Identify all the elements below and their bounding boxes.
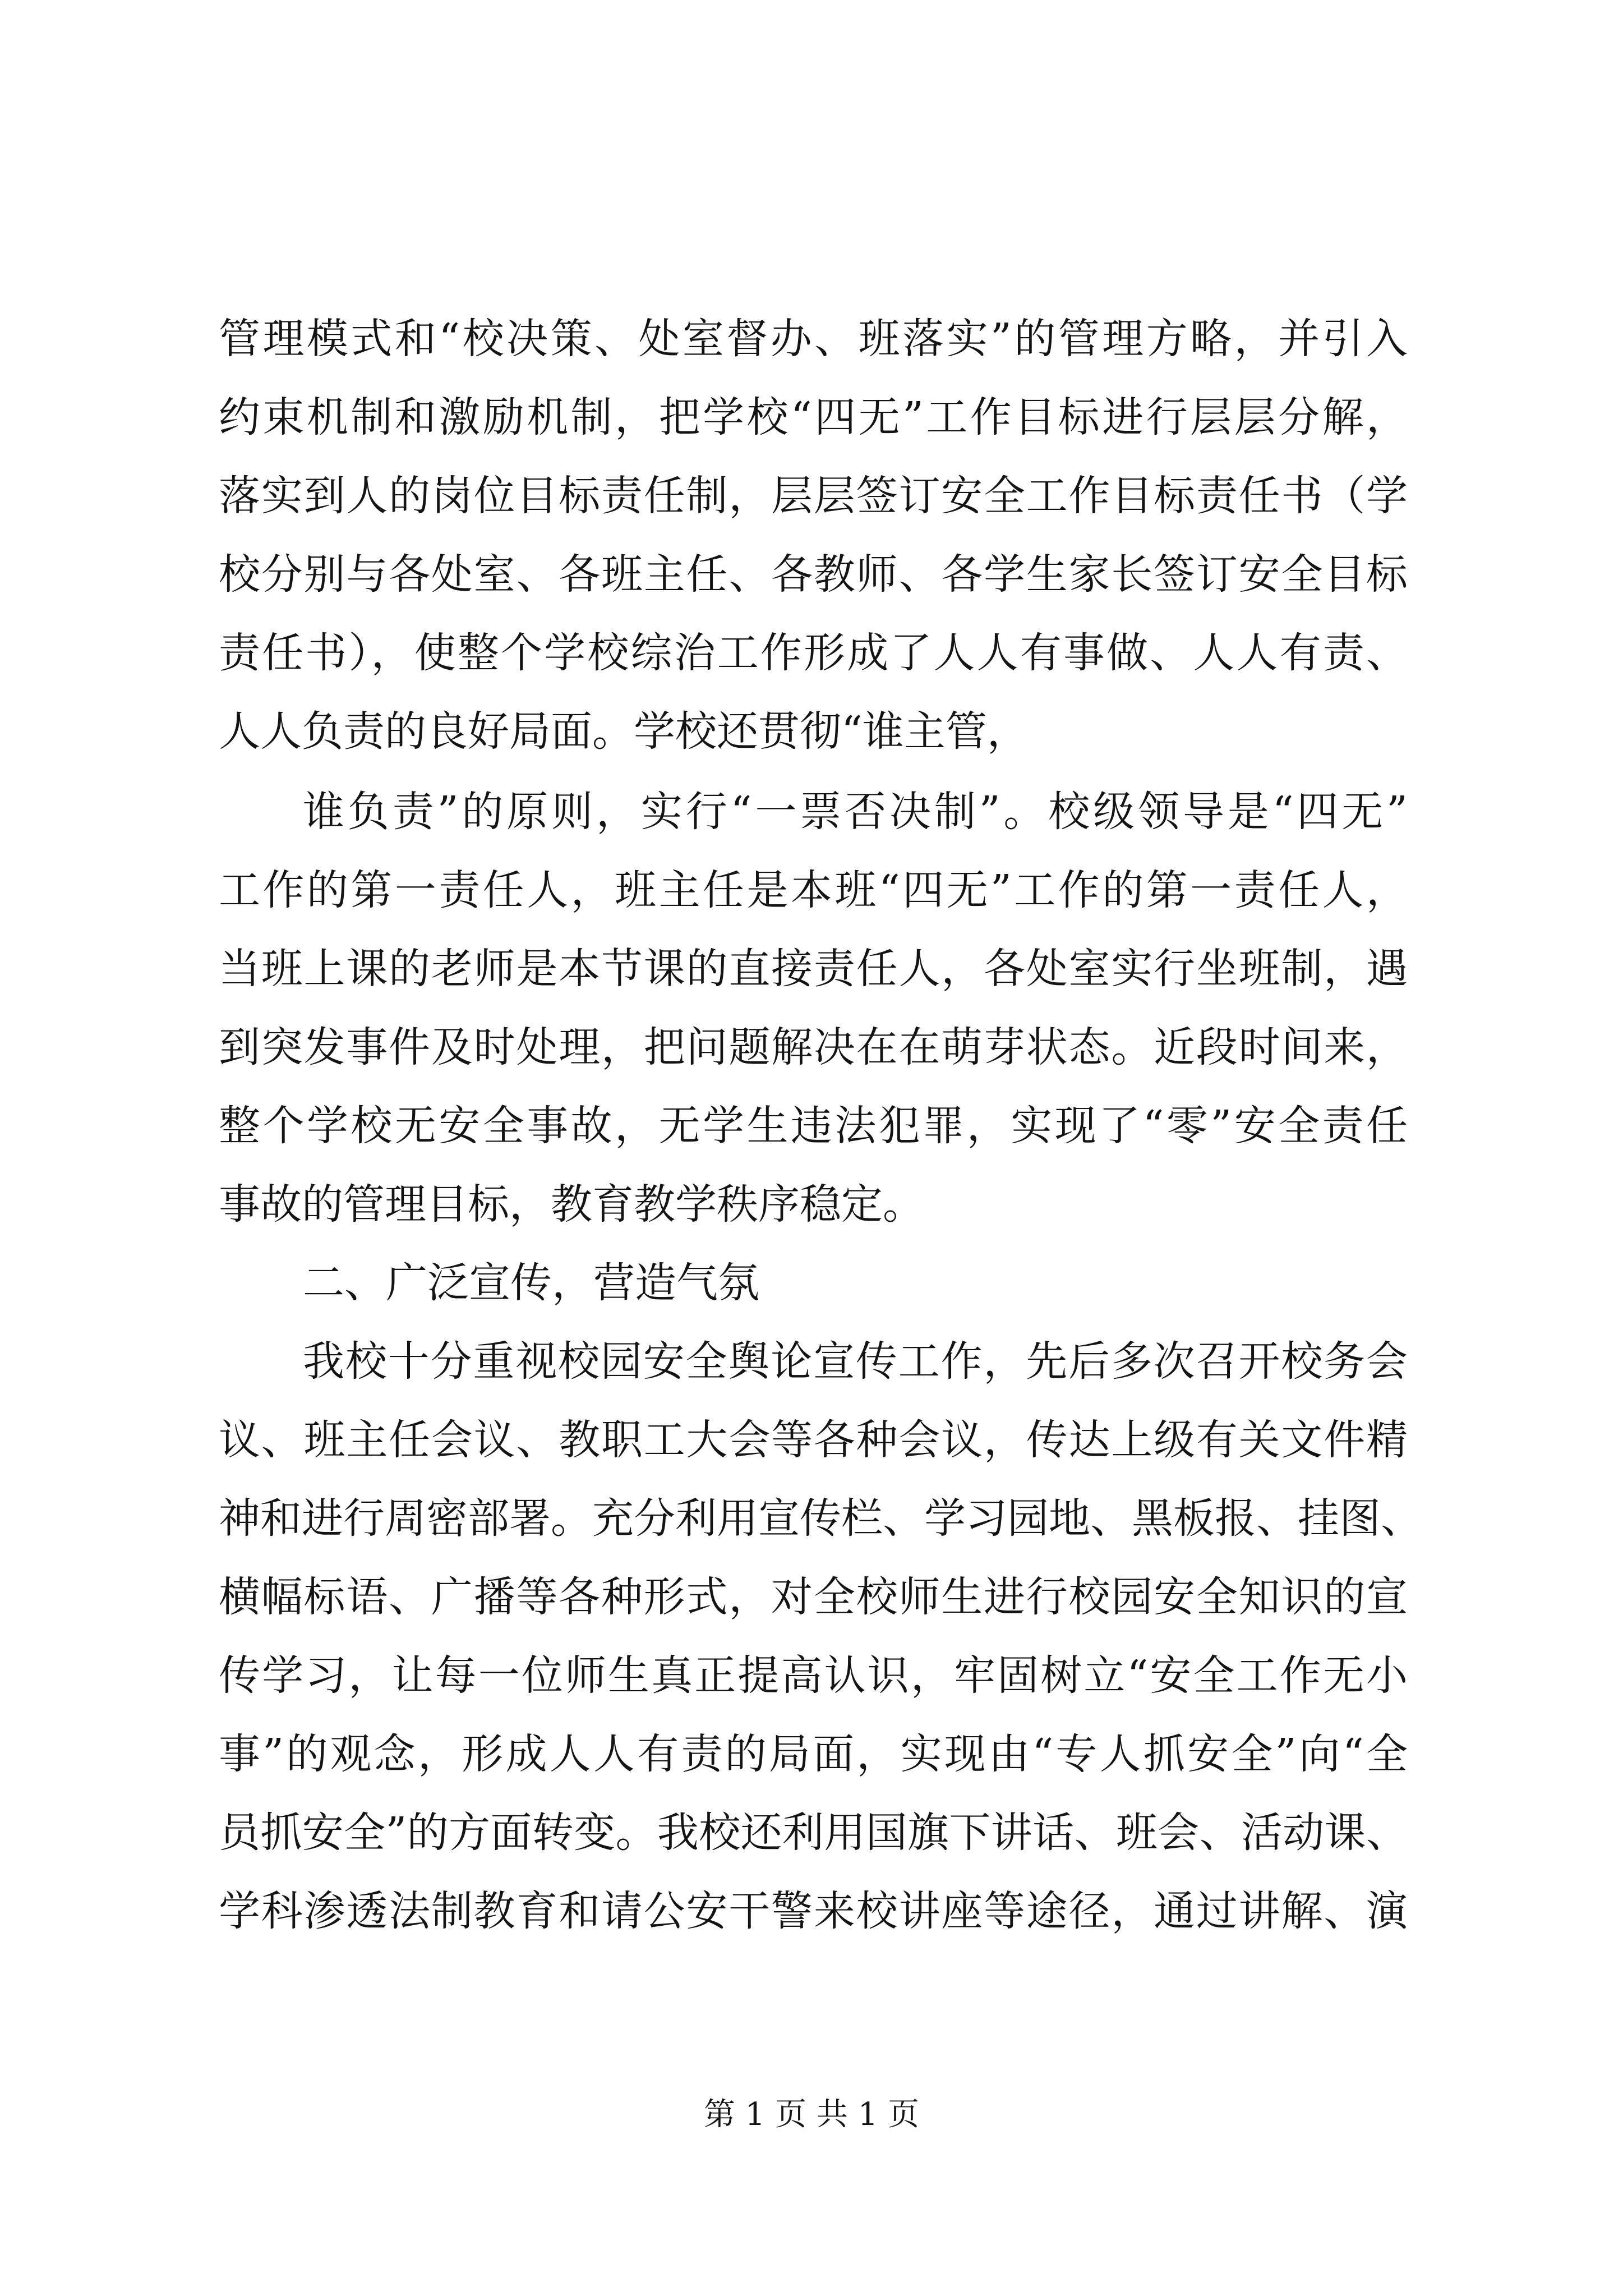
body-text-line: 约束机制和激励机制，把学校“四无”工作目标进行层层分解， bbox=[219, 393, 1408, 441]
body-text-line: 当班上课的老师是本节课的直接责任人，各处室实行坐班制，遇 bbox=[219, 945, 1408, 993]
paragraph-first-line: 谁负责”的原则，实行“一票否决制”。校级领导是“四无” bbox=[303, 788, 1408, 836]
body-text-line: 整个学校无安全事故，无学生违法犯罪，实现了“零”安全责任 bbox=[219, 1102, 1408, 1150]
body-text-line: 管理模式和“校决策、处室督办、班落实”的管理方略，并引入 bbox=[219, 315, 1408, 363]
body-text-line: 责任书），使整个学校综治工作形成了人人有事做、人人有责、 bbox=[219, 629, 1408, 677]
section-heading: 二、广泛宣传，营造气氛 bbox=[303, 1259, 759, 1307]
body-text-line: 到突发事件及时处理，把问题解决在在萌芽状态。近段时间来， bbox=[219, 1023, 1408, 1071]
body-text-line: 横幅标语、广播等各种形式，对全校师生进行校园安全知识的宣 bbox=[219, 1573, 1408, 1621]
body-text-line: 神和进行周密部署。充分利用宣传栏、学习园地、黑板报、挂图、 bbox=[219, 1494, 1422, 1543]
body-text-line: 事”的观念，形成人人有责的局面，实现由“专人抓安全”向“全 bbox=[219, 1730, 1408, 1778]
body-text-line: 学科渗透法制教育和请公安干警来校讲座等途径，通过讲解、演 bbox=[219, 1887, 1408, 1935]
body-text-line: 事故的管理目标，教育教学秩序稳定。 bbox=[219, 1180, 924, 1228]
body-text-line: 议、班主任会议、教职工大会等各种会议，传达上级有关文件精 bbox=[219, 1416, 1408, 1464]
body-text-line: 落实到人的岗位目标责任制，层层签订安全工作目标责任书（学 bbox=[219, 472, 1408, 520]
body-text-line: 工作的第一责任人，班主任是本班“四无”工作的第一责任人， bbox=[219, 866, 1408, 914]
body-text-line: 员抓安全”的方面转变。我校还利用国旗下讲话、班会、活动课、 bbox=[219, 1809, 1408, 1857]
page-footer: 第 1 页 共 1 页 bbox=[703, 2096, 920, 2133]
paragraph-first-line: 我校十分重视校园安全舆论宣传工作，先后多次召开校务会 bbox=[303, 1337, 1408, 1386]
body-text-line: 传学习，让每一位师生真正提高认识，牢固树立“安全工作无小 bbox=[219, 1651, 1408, 1700]
body-text-line: 校分别与各处室、各班主任、各教师、各学生家长签订安全目标 bbox=[219, 550, 1408, 599]
body-text-line: 人人负责的良好局面。学校还贯彻“谁主管， bbox=[219, 707, 1029, 756]
